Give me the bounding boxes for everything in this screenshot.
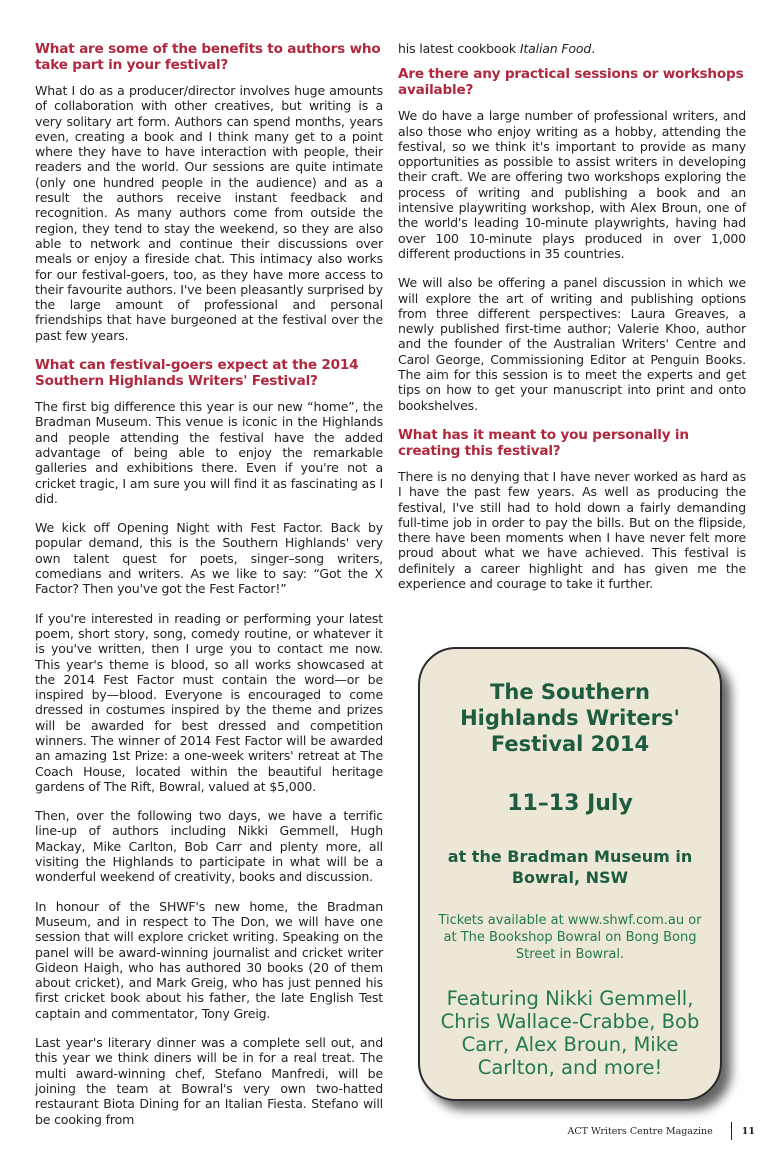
- answer-literary-dinner: Last year's literary dinner was a complete sell out, and this year we think diners will be in for a real treat. The multi award-winning chef, Stefano Manfredi, will be joining the team at Bowral's very own two-hatted restaurant Biota Dining for an Italian Fiesta. Stefano will be cooking from: [35, 1035, 383, 1127]
- answer-cricket-session: In honour of the SHWF's new home, the Bradman Museum, and in respect to The Don, we will have one session that will explore cricket writing. Speaking on the panel will be award-winning journalist and cricket writer Gideon Haigh, who has authored 30 books (20 of them about cricket), and Mark Greig, who has just penned his first cricket book about his father, the late English Test captain and commentator, Tony Greig.: [35, 898, 383, 1021]
- festival-featuring: Featuring Nikki Gemmell, Chris Wallace-Crabbe, Bob Carr, Alex Broun, Mike Carlton, and more!: [440, 987, 700, 1079]
- footer-divider: [731, 1122, 732, 1140]
- continued-text: [398, 41, 746, 56]
- answer-workshops: We do have a large number of professional writers, and also those who enjoy writing as a hobby, attending the festival, so we think it's important to provide as many opportunities as possible to assist writers in developing their craft. We are offering two workshops exploring the process of writing and publishing a book and an intensive playwriting workshop, with Alex Broun, one of the world's leading 10-minute playwrights, having had over 100 10-minute plays produced in over 1,000 different productions in 35 countries.: [398, 108, 746, 261]
- festival-tickets: Tickets available at www.shwf.com.au or at The Bookshop Bowral on Bong Bong Street in Bowral.: [438, 913, 702, 962]
- festival-info-box: [418, 647, 722, 1101]
- continued-text-start: his latest cookbook: [398, 41, 520, 56]
- right-column: [398, 41, 746, 605]
- answer-blood-theme: If you're interested in reading or performing your latest poem, short story, song, comedy routine, or whatever it is you've written, then I urge you to contact me now. This year's theme is blood, so all works showcased at the 2014 Fest Factor must contain the word—or be inspired by—blood. Everyone is encouraged to come dressed in costumes inspired by the theme and prizes will be awarded for best dressed and competition winners. The winner of 2014 Fest Factor will be awarded an amazing 1st Prize: a one-week writers' retreat at The Coach House, located within the beautiful heritage gardens of The Rift, Bowral, valued at $5,000.: [35, 610, 383, 794]
- festival-venue: at the Bradman Museum in Bowral, NSW: [447, 847, 693, 887]
- question-benefits-authors: What are some of the benefits to authors who take part in your festival?: [35, 41, 381, 73]
- publication-name: ACT Writers Centre Magazine: [567, 1125, 713, 1137]
- question-personal-meaning: What has it meant to you personally in creating this festival?: [398, 426, 689, 459]
- answer-new-home: The first big difference this year is our new “home”, the Bradman Museum. This venue is iconic in the Highlands and people attending the festival have the added advantage of being able to enjoy the remarkable galleries and exhibitions there. Even if you're not a cricket tragic, I am sure you will find it as fascinating as I did.: [35, 399, 383, 506]
- festival-title: The Southern Highlands Writers' Festival 2014: [460, 680, 680, 756]
- question-workshops: Are there any practical sessions or workshops available?: [398, 66, 744, 99]
- cookbook-title: Italian Food: [519, 41, 592, 56]
- question-what-to-expect: What can festival-goers expect at the 2014 Southern Highlands Writers' Festival?: [35, 357, 359, 390]
- answer-personal-meaning: There is no denying that I have never worked as hard as I have the past few years. As well as producing the festival, I've still had to hold down a fairly demanding full-time job in order to pay the bills. But on the flipside, there have been moments when I have never felt more proud about what we have achieved. This festival is definitely a career highlight and has given me the experience and courage to take it further.: [398, 468, 746, 592]
- page-footer: [568, 1122, 755, 1140]
- answer-benefits-authors: What I do as a producer/director involves huge amounts of collaboration with other creatives, but writing is a very solitary art form. Authors can spend months, years even, creating a book and I think many get to a point where they have to have interaction with people, their readers and the world. Our sessions are quite intimate (only one hundred people in the audience) and as a result the authors receive instant feedback and recognition. As many authors come from outside the region, they tend to stay the weekend, so they are also able to network and continue their discussions over meals or enjoy a fireside chat. This intimacy also works for our festival-goers, too, as they have more access to their favourite authors. I've been pleasantly surprised by the large amount of professional and personal friendships that have burgeoned at the festival over the past few years.: [35, 83, 383, 343]
- festival-dates: 11–13 July: [507, 791, 633, 816]
- page-number: 11: [741, 1125, 755, 1137]
- left-column: [35, 41, 383, 1141]
- continued-text-end: .: [591, 41, 596, 56]
- answer-panel-discussion: We will also be offering a panel discussion in which we will explore the art of writing and publishing options from three different perspectives: Laura Greaves, a newly published first-time author; Valerie Khoo, author and the founder of the Australian Writers' Centre and Carol George, Commissioning Editor at Penguin Books. The aim for this session is to meet the experts and get tips on how to get your manuscript into print and onto bookshelves.: [398, 275, 746, 413]
- answer-fest-factor: We kick off Opening Night with Fest Factor. Back by popular demand, this is the Southern Highlands' very own talent quest for poets, singer–song writers, comedians and writers. As we like to say: “Got the X Factor? Then you've got the Fest Factor!”: [35, 520, 383, 597]
- answer-authors-lineup: Then, over the following two days, we have a terrific line-up of authors including Nikki Gemmell, Hugh Mackay, Mike Carlton, Bob Carr and plenty more, all visiting the Highlands to participate in what will be a wonderful weekend of creativity, books and discussion.: [35, 808, 383, 885]
